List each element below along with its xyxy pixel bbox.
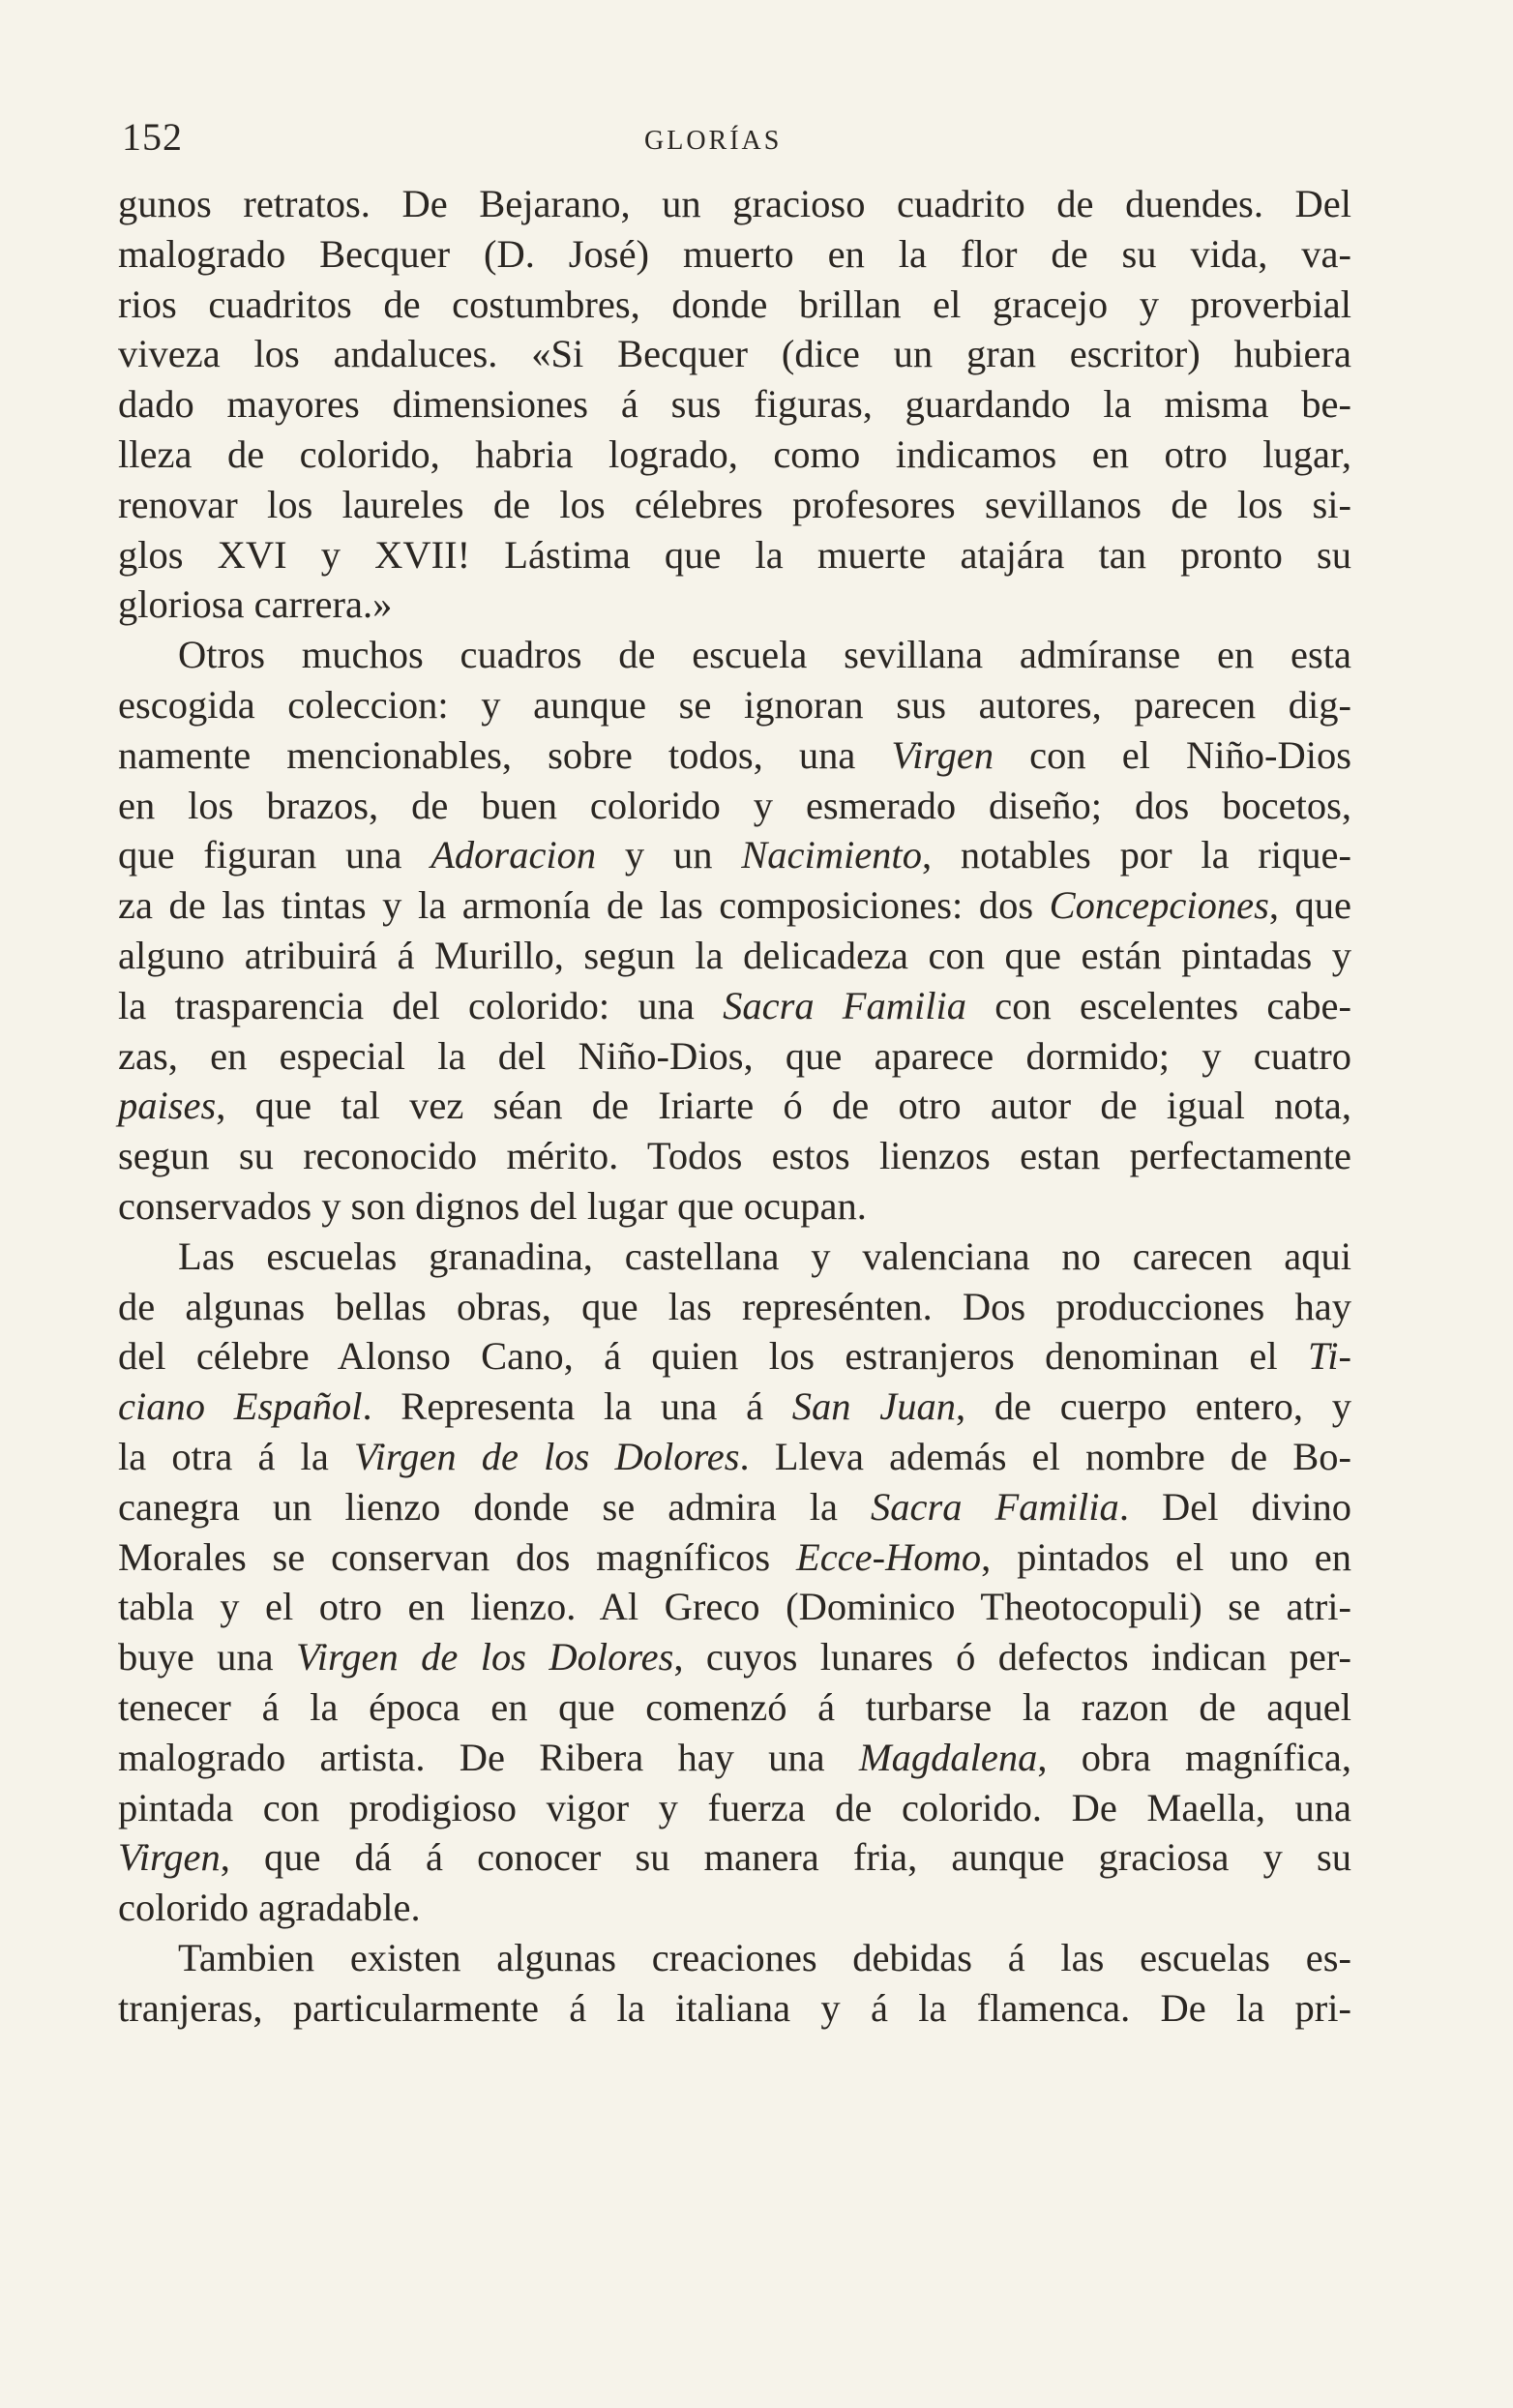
text-line	[118, 1181, 1351, 1232]
text-run: , obra magnífica,	[1037, 1735, 1352, 1779]
text-run: Tambien existen algunas creaciones debidas á las escuelas es-	[178, 1935, 1351, 1979]
text-run: . Representa la una á	[362, 1384, 792, 1429]
text-run: dado mayores dimensiones á sus figuras, guardando la misma be-	[118, 382, 1351, 427]
page-header	[122, 114, 1341, 172]
text-run: colorido agradable.	[118, 1886, 421, 1930]
text-run: malogrado Becquer (D. José) muerto en la flor de su vida, va-	[118, 231, 1351, 276]
paragraph	[118, 179, 1351, 630]
text-line	[118, 1832, 1351, 1883]
text-line	[118, 781, 1351, 831]
text-line	[118, 1632, 1351, 1682]
text-line	[118, 430, 1351, 480]
text-run: , que dá á conocer su manera fria, aunque graciosa y su	[220, 1835, 1351, 1880]
italic-title: Concepciones	[1049, 883, 1269, 928]
text-run: zas, en especial la del Niño-Dios, que aparece dormido; y cuatro	[118, 1033, 1351, 1078]
text-line	[118, 480, 1351, 530]
text-run: , que tal vez séan de Iriarte ó de otro autor de igual nota,	[216, 1084, 1351, 1128]
text-run: tranjeras, particularmente á la italiana y á la flamenca. De la pri-	[118, 1985, 1351, 2030]
text-run: la trasparencia del colorido: una	[118, 983, 724, 1027]
text-line	[118, 1031, 1351, 1082]
text-line	[118, 1382, 1351, 1432]
text-run: , notables por la rique-	[921, 833, 1352, 877]
page-number: 152	[122, 115, 183, 159]
italic-title: Ecce-Homo	[795, 1534, 982, 1579]
italic-title: ciano Español	[118, 1384, 363, 1429]
text-run: . Lleva además el nombre de Bo-	[739, 1434, 1351, 1478]
text-run: alguno atribuirá á Murillo, segun la delicadeza con que están pintadas y	[118, 933, 1351, 977]
text-run: gloriosa carrera.»	[118, 582, 393, 627]
text-line	[118, 1282, 1351, 1332]
text-run: Las escuelas granadina, castellana y valenciana no carecen aqui	[178, 1234, 1351, 1278]
paragraph	[118, 1232, 1351, 1933]
italic-title: Ti-	[1307, 1334, 1351, 1379]
running-head: GLORÍAS	[644, 126, 783, 156]
text-line	[118, 1232, 1351, 1282]
italic-title: Virgen	[118, 1835, 221, 1880]
text-line	[118, 1131, 1351, 1181]
text-run: segun su reconocido mérito. Todos estos lienzos estan perfectamente	[118, 1134, 1351, 1178]
text-run: canegra un lienzo donde se admira la	[118, 1484, 872, 1529]
text-line	[118, 730, 1351, 781]
paragraph	[118, 1933, 1351, 2034]
text-run: del célebre Alonso Cano, á quien los estranjeros denominan el	[118, 1334, 1308, 1379]
text-line	[118, 1081, 1351, 1131]
italic-title: Magdalena	[858, 1735, 1038, 1779]
text-run: buye una	[118, 1635, 296, 1680]
text-line	[118, 630, 1351, 680]
italic-title: San Juan	[791, 1384, 956, 1429]
text-line	[118, 830, 1351, 880]
text-run: que figuran una	[118, 833, 431, 877]
italic-title: Virgen de los Dolores	[353, 1434, 740, 1478]
italic-title: Sacra Familia	[723, 983, 967, 1027]
text-line	[118, 880, 1351, 931]
text-run: de algunas bellas obras, que las represénten. Dos producciones hay	[118, 1284, 1351, 1328]
text-line	[118, 1733, 1351, 1783]
text-line	[118, 1783, 1351, 1833]
text-run: za de las tintas y la armonía de las composiciones: dos	[118, 883, 1050, 928]
text-line	[118, 1482, 1351, 1532]
text-run: renovar los laureles de los célebres profesores sevillanos de los si-	[118, 482, 1351, 526]
text-line	[118, 1682, 1351, 1733]
text-run: , que	[1268, 883, 1352, 928]
text-line	[118, 280, 1351, 330]
text-run: Otros muchos cuadros de escuela sevillana admíranse en esta	[178, 633, 1351, 677]
text-run: tabla y el otro en lienzo. Al Greco (Dominico Theotocopuli) se atri-	[118, 1585, 1351, 1629]
text-run: gunos retratos. De Bejarano, un gracioso cuadrito de duendes. Del	[118, 182, 1351, 225]
text-run: y un	[596, 833, 742, 877]
text-line	[118, 179, 1351, 229]
text-line	[118, 680, 1351, 730]
text-run: viveza los andaluces. «Si Becquer (dice un gran escritor) hubiera	[118, 332, 1351, 376]
text-run: namente mencionables, sobre todos, una	[118, 732, 892, 777]
italic-title: paises	[118, 1084, 217, 1128]
text-run: tenecer á la época en que comenzó á turbarse la razon de aquel	[118, 1684, 1351, 1729]
text-run: rios cuadritos de costumbres, donde brillan el gracejo y proverbial	[118, 282, 1351, 326]
text-line	[118, 931, 1351, 981]
text-line	[118, 1933, 1351, 1983]
text-line	[118, 1532, 1351, 1583]
text-run: , pintados el uno en	[981, 1534, 1351, 1579]
text-run: glos XVI y XVII! Lástima que la muerte atajára tan pronto su	[118, 532, 1351, 577]
text-line	[118, 329, 1351, 379]
italic-title: Adoracion	[430, 833, 597, 877]
text-run: , de cuerpo entero, y	[956, 1384, 1351, 1429]
text-run: pintada con prodigioso vigor y fuerza de colorido. De Maella, una	[118, 1785, 1351, 1829]
text-run: la otra á la	[118, 1434, 354, 1478]
text-line	[118, 1582, 1351, 1632]
text-line	[118, 580, 1351, 630]
text-run: con el Niño-Dios	[994, 732, 1351, 777]
text-run: , cuyos lunares ó defectos indican per-	[673, 1635, 1352, 1680]
italic-title: Virgen	[891, 732, 994, 777]
text-run: en los brazos, de buen colorido y esmerado diseño; dos bocetos,	[118, 783, 1351, 827]
text-run: con escelentes cabe-	[966, 983, 1352, 1027]
italic-title: Sacra Familia	[871, 1484, 1119, 1529]
text-run: Morales se conservan dos magníficos	[118, 1534, 796, 1579]
italic-title: Virgen de los Dolores	[295, 1635, 674, 1680]
text-line	[118, 1331, 1351, 1382]
text-line	[118, 229, 1351, 280]
text-run: . Del divino	[1118, 1484, 1352, 1529]
text-line	[118, 530, 1351, 580]
text-line	[118, 1432, 1351, 1482]
italic-title: Nacimiento	[741, 833, 922, 877]
text-line	[118, 1983, 1351, 2034]
text-run: lleza de colorido, habria logrado, como indicamos en otro lugar,	[118, 431, 1351, 476]
text-run: escogida coleccion: y aunque se ignoran sus autores, parecen dig-	[118, 682, 1351, 727]
text-run: malogrado artista. De Ribera hay una	[118, 1735, 859, 1779]
text-line	[118, 379, 1351, 430]
text-line	[118, 1883, 1351, 1933]
text-run: conservados y son dignos del lugar que ocupan.	[118, 1183, 867, 1228]
text-line	[118, 981, 1351, 1031]
paragraph	[118, 630, 1351, 1232]
body-text	[118, 179, 1351, 2033]
